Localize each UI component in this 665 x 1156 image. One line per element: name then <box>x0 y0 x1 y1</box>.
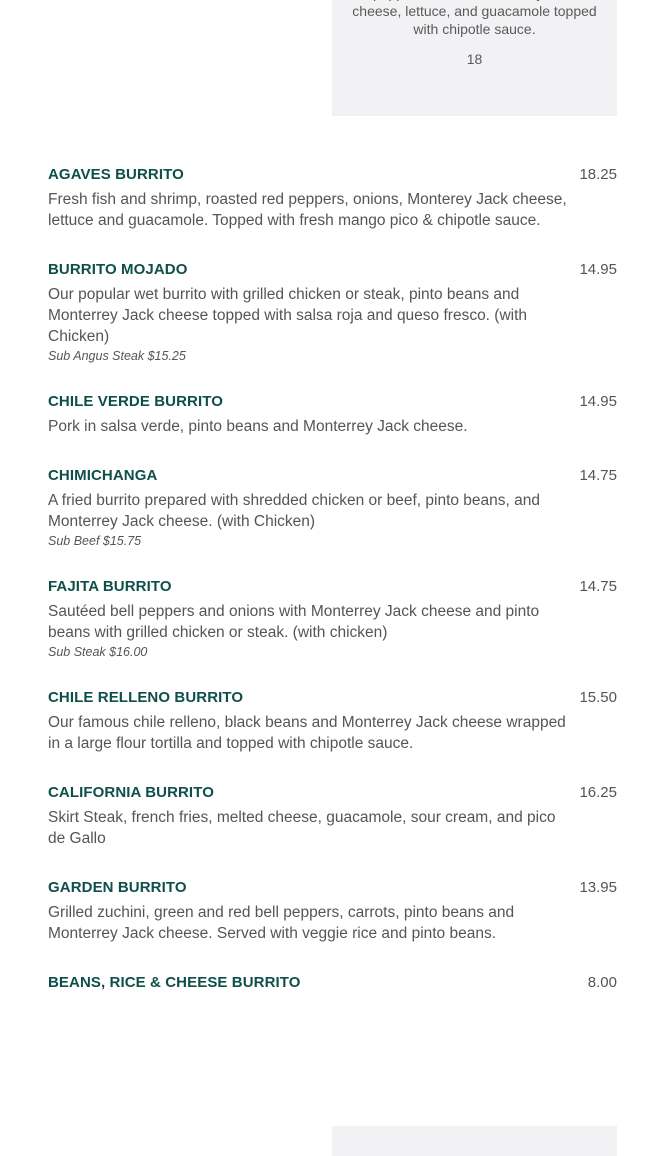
menu-item-name: FAJITA BURRITO <box>48 578 172 595</box>
menu-item-description: Skirt Steak, french fries, melted cheese, guacamole, sour cream, and pico de Gallo <box>48 809 556 847</box>
featured-item-card[interactable] <box>332 0 617 116</box>
menu-item-price: 14.75 <box>579 467 617 484</box>
menu-item-california-burrito[interactable] <box>48 784 617 849</box>
menu-item-fajita-burrito[interactable] <box>48 578 617 659</box>
menu-item-name: CALIFORNIA BURRITO <box>48 784 214 801</box>
menu-item-description: A fried burrito prepared with shredded chicken or beef, pinto beans, and Monterrey Jack cheese. (with Chicken) <box>48 492 541 530</box>
menu-item-description: Our popular wet burrito with grilled chicken or steak, pinto beans and Monterrey Jack cheese topped with salsa roja and queso fresco. (with Chicken) <box>48 286 528 345</box>
menu-item-chimichanga[interactable] <box>48 467 617 548</box>
menu-item-price: 13.95 <box>579 879 617 896</box>
menu-item-chile-relleno-burrito[interactable] <box>48 689 617 754</box>
featured-item-price: 18 <box>466 51 483 67</box>
menu-item-garden-burrito[interactable] <box>48 879 617 944</box>
menu-item-description: Sautéed bell peppers and onions with Monterrey Jack cheese and pinto beans with grilled chicken or steak. (with chicken) <box>48 603 540 641</box>
menu-item-name: CHILE VERDE BURRITO <box>48 393 223 410</box>
menu-item-name: AGAVES BURRITO <box>48 166 184 183</box>
menu-item-description: Pork in salsa verde, pinto beans and Monterrey Jack cheese. <box>48 418 468 435</box>
menu-item-substitution: Sub Beef $15.75 <box>48 534 142 548</box>
menu-item-substitution: Sub Angus Steak $15.25 <box>48 349 186 363</box>
menu-item-description: Our famous chile relleno, black beans and Monterrey Jack cheese wrapped in a large flour tortilla and topped with chipotle sauce. <box>48 714 566 752</box>
menu-item-name: CHILE RELLENO BURRITO <box>48 689 244 706</box>
menu-item-price: 8.00 <box>587 974 617 991</box>
menu-item-substitution: Sub Steak $16.00 <box>48 645 148 659</box>
menu-item-price: 16.25 <box>579 784 617 801</box>
burrito-menu-list <box>48 166 617 1022</box>
featured-item-description: cheese, lettuce, and guacamole topped with chipotle sauce. <box>352 3 597 37</box>
menu-item-name: BEANS, RICE & CHEESE BURRITO <box>48 974 301 991</box>
menu-item-price: 14.95 <box>579 393 617 410</box>
menu-item-name: GARDEN BURRITO <box>48 879 187 896</box>
menu-item-name: BURRITO MOJADO <box>48 261 188 278</box>
menu-item-description: Fresh fish and shrimp, roasted red peppers, onions, Monterey Jack cheese, lettuce and guacamole. Topped with fresh mango pico & chipotle sauce. <box>48 191 567 229</box>
menu-item-description: Grilled zuchini, green and red bell peppers, carrots, pinto beans and Monterrey Jack cheese. Served with veggie rice and pinto beans. <box>48 904 515 942</box>
menu-item-beans-rice-cheese-burrito[interactable] <box>48 974 617 992</box>
menu-item-chile-verde-burrito[interactable] <box>48 393 617 437</box>
menu-item-price: 14.75 <box>579 578 617 595</box>
menu-item-agaves-burrito[interactable] <box>48 166 617 231</box>
menu-item-price: 15.50 <box>579 689 617 706</box>
next-featured-item-card[interactable] <box>332 1126 617 1156</box>
menu-item-price: 14.95 <box>579 261 617 278</box>
menu-item-burrito-mojado[interactable] <box>48 261 617 363</box>
menu-item-name: CHIMICHANGA <box>48 467 158 484</box>
menu-item-price: 18.25 <box>579 166 617 183</box>
